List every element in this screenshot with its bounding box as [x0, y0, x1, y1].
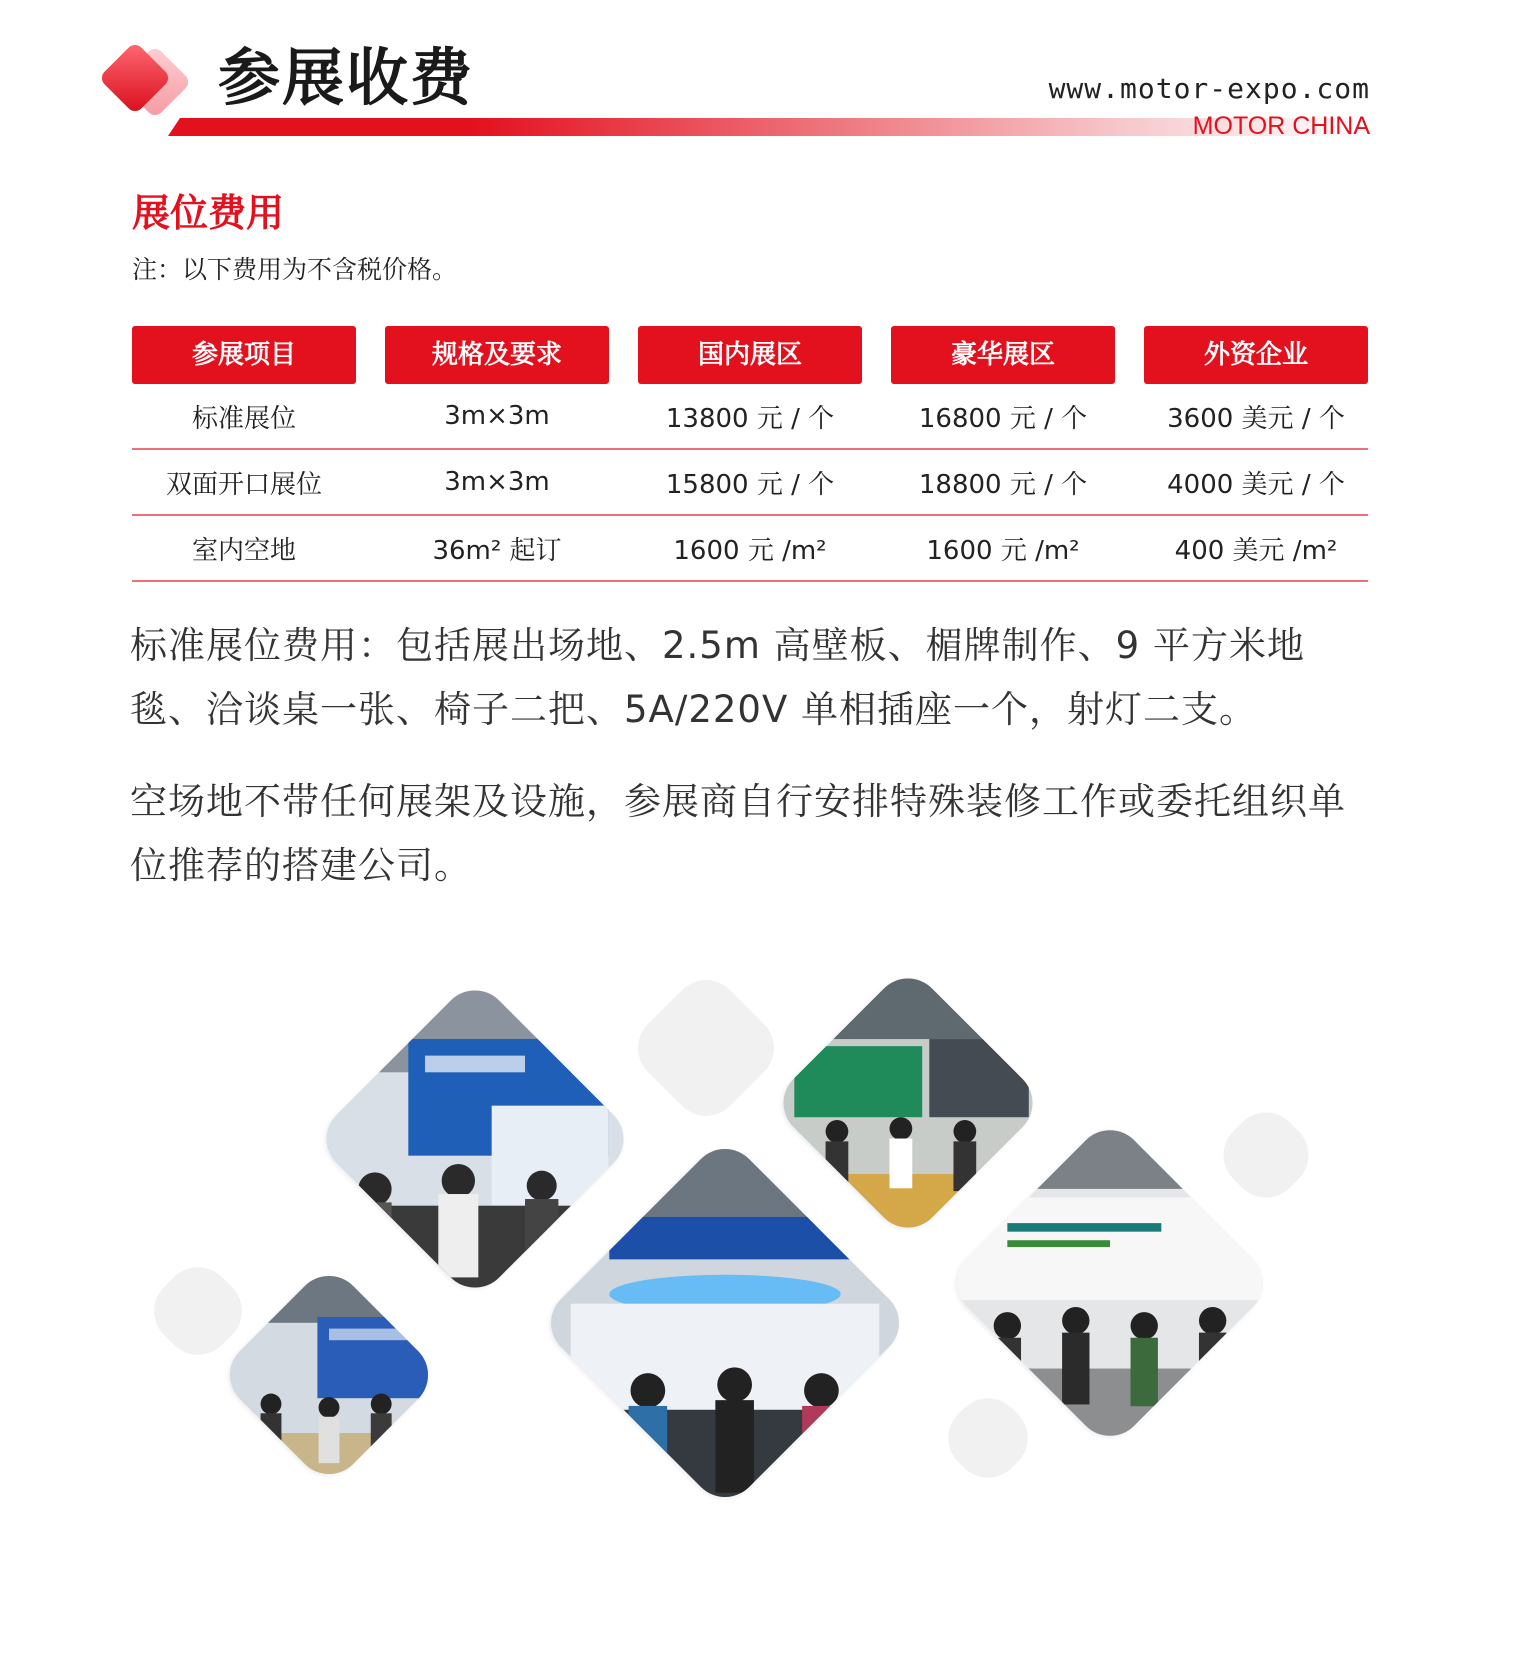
table-cell: 标准展位	[191, 403, 296, 434]
column-header-spec: 规格及要求	[385, 326, 609, 384]
table-cell: 1600 元 /m²	[673, 535, 827, 566]
column-header-foreign: 外资企业	[1144, 326, 1368, 384]
table-cell: 16800 元 / 个	[918, 403, 1088, 434]
table-cell: 18800 元 / 个	[918, 469, 1088, 500]
table-cell: 36m² 起订	[432, 535, 562, 566]
decorative-diamond	[1209, 1098, 1322, 1211]
section-title: 展位费用	[132, 191, 285, 235]
tax-note: 注：以下费用为不含税价格。	[132, 255, 458, 284]
table-cell: 室内空地	[191, 535, 296, 566]
decorative-diamond	[934, 1384, 1041, 1491]
table-cell: 3m×3m	[444, 401, 550, 431]
table-row	[132, 516, 1368, 582]
table-cell: 400 美元 /m²	[1174, 535, 1338, 566]
table-cell: 15800 元 / 个	[665, 469, 835, 500]
exhibition-photo-main-booth	[537, 1135, 913, 1511]
table-row	[132, 450, 1368, 516]
column-header-luxury: 豪华展区	[891, 326, 1115, 384]
table-cell: 双面开口展位	[165, 469, 322, 500]
exhibition-photo-booth-aisle	[312, 976, 637, 1301]
raw-space-description: 空场地不带任何展架及设施，参展商自行安排特殊装修工作或委托组织单位推荐的搭建公司。	[130, 780, 1346, 887]
table-cell: 13800 元 / 个	[665, 403, 835, 434]
column-header-domestic: 国内展区	[638, 326, 862, 384]
column-header-item: 参展项目	[132, 326, 356, 384]
exhibition-photo-side-booth	[216, 1262, 442, 1488]
page-title: 参展收费	[218, 41, 475, 114]
brand-name: MOTOR CHINA	[1192, 112, 1370, 140]
website-url[interactable]: www.motor-expo.com	[1048, 72, 1370, 105]
table-cell: 3600 美元 / 个	[1167, 403, 1345, 434]
header-divider	[168, 118, 1368, 136]
table-cell: 4000 美元 / 个	[1167, 469, 1345, 500]
standard-booth-description: 标准展位费用：包括展出场地、2.5m 高壁板、楣牌制作、9 平方米地毯、洽谈桌一张、椅子二把、5A/220V 单相插座一个，射灯二支。	[130, 624, 1305, 731]
table-cell: 3m×3m	[444, 467, 550, 497]
table-cell: 1600 元 /m²	[926, 535, 1080, 566]
table-row	[132, 384, 1368, 450]
decorative-diamond	[624, 966, 788, 1130]
table-header	[132, 326, 1368, 384]
fee-table	[132, 326, 1368, 582]
exhibition-photo-hall-overview	[769, 964, 1046, 1241]
photo-gallery	[0, 960, 1517, 1600]
